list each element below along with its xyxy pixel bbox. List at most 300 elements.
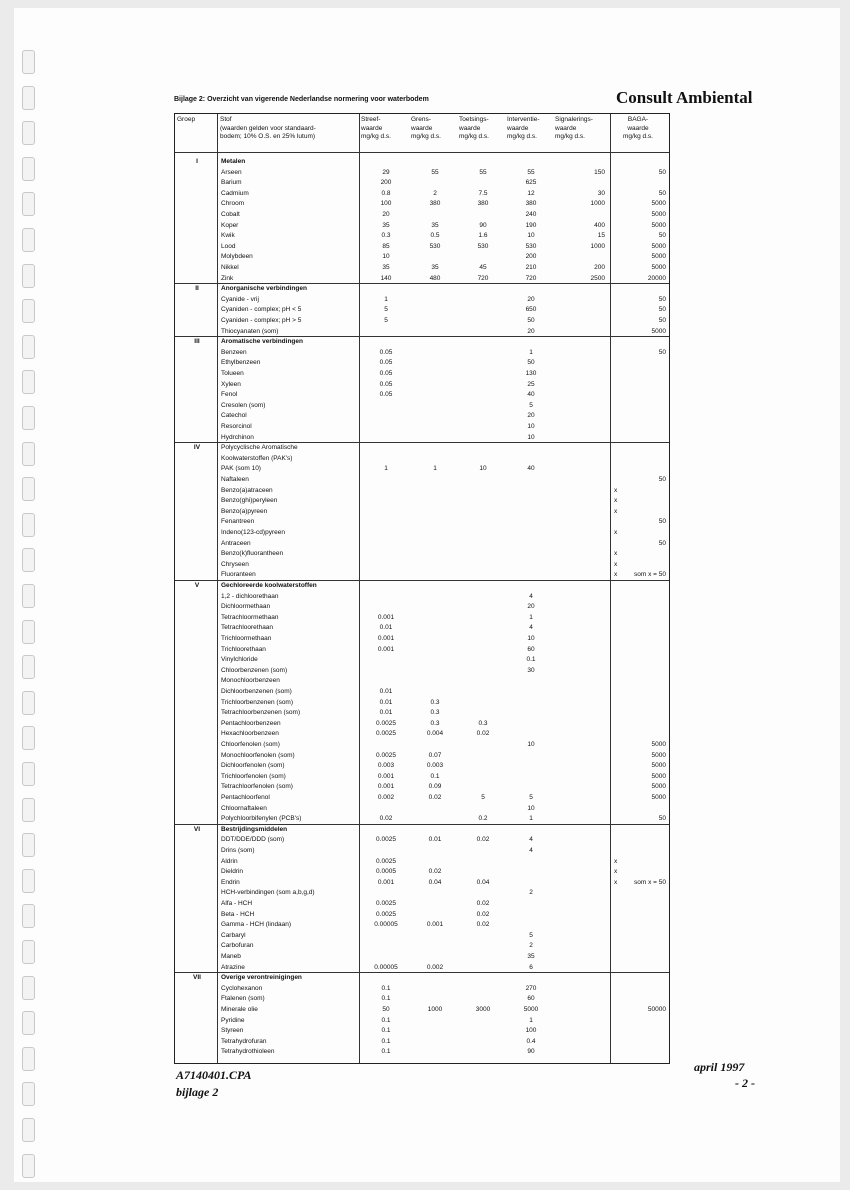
baga-value: som x = 50 [634,571,666,579]
baga-value: 50 [658,476,666,483]
streefwaarde-value: 0.001 [377,878,395,886]
toetsingswaarde-value: 0.3 [478,719,488,727]
binder-hole [22,335,35,359]
toetsingswaarde-value: 5 [481,794,485,801]
streefwaarde-value: 0.0025 [376,719,396,727]
interventiewaarde-value: 10 [527,635,535,642]
streefwaarde-value: 0.00005 [374,963,398,971]
interventiewaarde-value: 10 [527,804,535,812]
substance-name: Ftalenen (som) [221,995,265,1003]
substance-name: Carbaryl [221,931,246,939]
baga-value: 50 [658,317,666,324]
group-heading: Aromatische verbindingen [221,338,303,346]
substance-name: Cresolen (som) [221,401,266,409]
substance-name: Chloorfenolen (som) [221,741,280,748]
substance-name: Fenol [221,391,238,399]
substance-name: Monochloorbenzeen [221,677,280,685]
interventiewaarde-value: 10 [527,423,535,430]
interventiewaarde-value: 4 [529,624,533,632]
substance-name: Cyaniden - complex; pH < 5 [221,306,302,314]
binder-hole [22,1118,35,1142]
header-stof: Stof (waarden gelden voor standaard- bodem; 10% O.S. en 25% lutum) [220,116,316,140]
group-number: II [195,285,199,293]
group-heading: Bestrijdingsmiddelen [221,825,288,833]
streefwaarde-value: 20 [382,211,390,218]
toetsingswaarde-value: 0.04 [476,878,490,886]
toetsingswaarde-value: 530 [477,242,489,250]
streefwaarde-value: 0.001 [377,635,395,642]
interventiewaarde-value: 55 [527,168,535,176]
streefwaarde-value: 0.8 [381,189,391,197]
substance-name: Cobalt [221,211,240,218]
substance-name: Tetrachloorbenzenen (som) [221,709,301,717]
binder-hole [22,299,35,323]
baga-value: 5000 [651,794,666,801]
substance-name: HCH-verbindingen (som a,b,g,d) [221,889,315,897]
grenswaarde-value: 0.09 [428,783,442,791]
substance-name: Benzo(a)pyreen [221,507,268,515]
binder-hole [22,477,35,501]
interventiewaarde-value: 650 [525,306,537,314]
interventiewaarde-value: 12 [527,189,535,197]
substance-name: Benzo(ghi)peryleen [221,497,278,505]
streefwaarde-value: 0.05 [379,391,393,399]
substance-name: Kwik [221,232,235,240]
group-divider [175,580,669,581]
substance-name: Trichloorbenzenen (som) [221,698,294,706]
substance-name: Cyaniden - complex; pH > 5 [221,317,302,324]
binder-hole [22,1154,35,1178]
substance-name: Tetrahydrothioleen [221,1048,275,1056]
interventiewaarde-value: 25 [527,380,535,388]
group-number: VII [193,974,201,982]
substance-name: Chroom [221,200,245,208]
baga-x-marker: x [614,497,618,505]
toetsingswaarde-value: 0.02 [476,910,490,918]
baga-value: 5000 [651,264,666,271]
interventiewaarde-value: 190 [525,221,537,229]
baga-value: 5000 [651,783,666,791]
grenswaarde-value: 0.3 [430,698,440,706]
footer-date: april 1997 [694,1060,745,1074]
binder-hole [22,976,35,1000]
interventiewaarde-value: 100 [525,1027,537,1035]
interventiewaarde-value: 5 [529,794,533,801]
substance-name: Chryseen [221,560,249,568]
substance-name: Molybdeen [221,253,253,261]
interventiewaarde-value: 60 [527,645,535,653]
interventiewaarde-value: 1 [529,815,533,823]
interventiewaarde-value: 2 [529,942,533,950]
substance-name: Vinylchloride [221,656,258,664]
streefwaarde-value: 0.05 [379,359,393,367]
grenswaarde-value: 1 [433,465,437,473]
group-number: V [194,582,200,589]
substance-name: Indeno(123-cd)pyreen [221,529,285,536]
company-name: Consult Ambiental [616,88,753,107]
header-signaleringswaarde: Signalerings- waarde mg/kg d.s. [555,116,593,140]
interventiewaarde-value: 1 [529,613,533,621]
streefwaarde-value: 100 [380,200,392,208]
header-divider [175,152,669,153]
substance-name: Dichloorfenolen (som) [221,762,285,770]
substance-name: Antraceen [221,539,251,547]
grenswaarde-value: 0.07 [428,751,442,759]
streefwaarde-value: 0.01 [379,688,393,695]
streefwaarde-value: 200 [380,179,392,187]
substance-name: Alfa - HCH [221,900,253,907]
substance-name: DDT/DDE/DDD (som) [221,836,285,844]
baga-value: 50 [658,306,666,314]
streefwaarde-value: 5 [384,306,388,314]
interventiewaarde-value: 240 [525,211,537,218]
substance-name: Polychloorbifenylen (PCB's) [221,815,302,823]
substance-name: Pentachloorfenol [221,794,270,801]
streefwaarde-value: 0.1 [381,1016,391,1024]
baga-value: 50000 [647,1006,666,1013]
binder-holes [22,20,36,1180]
streefwaarde-value: 0.05 [379,348,393,356]
interventiewaarde-value: 1 [529,1016,533,1024]
group-divider [175,283,669,284]
signaleringswaarde-value: 30 [597,189,605,197]
baga-value: 5000 [651,327,666,335]
substance-name: Resorcinol [221,423,252,430]
toetsingswaarde-value: 0.2 [478,815,488,823]
substance-name: Dichloormethaan [221,603,271,611]
substance-name: Xyleen [221,380,241,388]
signaleringswaarde-value: 2500 [590,274,605,282]
streefwaarde-value: 0.1 [381,995,391,1003]
baga-x-marker: x [614,868,618,876]
signaleringswaarde-value: 1000 [590,200,605,208]
grenswaarde-value: 0.003 [426,762,444,770]
toetsingswaarde-value: 55 [479,168,487,176]
substance-name: Tetrachloormethaan [221,613,279,621]
baga-value: 5000 [651,741,666,748]
substance-name: Drins (som) [221,847,255,854]
baga-x-marker: x [614,529,618,536]
binder-hole [22,228,35,252]
substance-name: Pentachloorbenzeen [221,719,281,727]
binder-hole [22,655,35,679]
group-heading: Metalen [221,158,246,165]
streefwaarde-value: 1 [384,465,388,473]
grenswaarde-value: 0.1 [430,772,440,780]
interventiewaarde-value: 35 [527,953,535,960]
substance-name: Benzo(k)fluorantheen [221,550,284,558]
substance-name: Cadmium [221,189,249,197]
baga-value: 5000 [651,751,666,759]
streefwaarde-value: 0.01 [379,624,393,632]
toetsingswaarde-value: 0.02 [476,730,490,738]
interventiewaarde-value: 380 [525,200,537,208]
binder-hole [22,584,35,608]
substance-name: PAK (som 10) [221,465,261,473]
streefwaarde-value: 0.0025 [376,751,396,759]
header-streefwaarde: Streef- waarde mg/kg d.s. [361,116,391,140]
interventiewaarde-value: 60 [527,995,535,1003]
interventiewaarde-value: 130 [525,370,537,377]
toetsingswaarde-value: 720 [477,274,489,282]
baga-x-marker: x [614,550,618,558]
substance-name: Aldrin [221,857,238,865]
binder-hole [22,833,35,857]
streefwaarde-value: 0.0025 [376,910,396,918]
baga-value: 50 [658,815,666,823]
interventiewaarde-value: 4 [529,592,533,600]
interventiewaarde-value: 50 [527,359,535,367]
toetsingswaarde-value: 90 [479,221,487,229]
signaleringswaarde-value: 15 [597,232,605,240]
grenswaarde-value: 0.02 [428,868,442,876]
streefwaarde-value: 29 [382,168,390,176]
signaleringswaarde-value: 400 [594,221,605,229]
binder-hole [22,50,35,74]
toetsingswaarde-value: 10 [479,465,487,473]
baga-value: 5000 [651,221,666,229]
toetsingswaarde-value: 0.02 [476,900,490,907]
baga-value: 5000 [651,200,666,208]
binder-hole [22,192,35,216]
streefwaarde-value: 140 [380,274,392,282]
substance-name: Arseen [221,168,242,176]
substance-name: Beta - HCH [221,910,255,918]
streefwaarde-value: 0.0025 [376,857,396,865]
streefwaarde-value: 0.1 [381,1027,391,1035]
toetsingswaarde-value: 0.02 [476,836,490,844]
binder-hole [22,1047,35,1071]
interventiewaarde-value: 10 [527,433,535,441]
streefwaarde-value: 35 [382,264,390,271]
binder-hole [22,726,35,750]
baga-value: 50 [658,232,666,240]
streefwaarde-value: 5 [384,317,388,324]
binder-hole [22,406,35,430]
substance-name: Carbofuran [221,942,254,950]
group-number: IV [193,444,201,452]
header-baga: BAGA- waarde mg/kg d.s. [623,116,653,140]
streefwaarde-value: 0.02 [379,815,393,823]
substance-name: Naftaleen [221,476,249,483]
streefwaarde-value: 0.1 [381,1048,391,1056]
interventiewaarde-value: 20 [527,412,535,420]
group-number: I [196,158,198,165]
substance-name: Fenantreen [221,518,255,526]
group-number: III [194,338,200,346]
interventiewaarde-value: 20 [527,603,535,611]
substance-name: Koolwaterstoffen (PAK's) [221,454,293,462]
binder-hole [22,1011,35,1035]
streefwaarde-value: 0.003 [377,762,395,770]
substance-name: Tetrachloorethaan [221,624,274,632]
binder-hole [22,798,35,822]
grenswaarde-value: 0.002 [426,963,444,971]
toetsingswaarde-value: 380 [477,200,489,208]
substance-name: Endrin [221,878,240,886]
streefwaarde-value: 50 [382,1006,390,1013]
grenswaarde-value: 0.3 [430,709,440,717]
header-groep: Groep [177,116,196,123]
binder-hole [22,620,35,644]
substance-name: Thiocyanaten (som) [221,327,279,335]
interventiewaarde-value: 200 [525,253,537,261]
substance-name: Dieldrin [221,868,244,876]
signaleringswaarde-value: 1000 [590,242,605,250]
grenswaarde-value: 530 [429,242,441,250]
binder-hole [22,548,35,572]
column-divider [610,114,611,1063]
toetsingswaarde-value: 45 [479,264,487,271]
toetsingswaarde-value: 3000 [475,1006,491,1013]
baga-x-marker: x [614,857,618,865]
interventiewaarde-value: 0.1 [526,656,536,664]
substance-name: Catechol [221,412,247,420]
interventiewaarde-value: 720 [525,274,537,282]
grenswaarde-value: 0.001 [426,921,444,929]
interventiewaarde-value: 270 [525,984,537,992]
streefwaarde-value: 0.0025 [376,900,396,907]
substance-name: Chloorbenzenen (som) [221,666,288,674]
baga-value: 50 [658,539,666,547]
baga-value: som x = 50 [634,878,666,886]
toetsingswaarde-value: 0.02 [476,921,490,929]
interventiewaarde-value: 2 [529,889,533,897]
signaleringswaarde-value: 200 [594,264,605,271]
toetsingswaarde-value: 1.6 [478,232,488,240]
substance-name: Chloornaftaleen [221,804,267,812]
footer-file-code: A7140401.CPA [176,1068,252,1082]
baga-value: 5000 [651,242,666,250]
substance-name: Nikkel [221,264,239,271]
baga-x-marker: x [614,571,618,579]
substance-name: Zink [221,274,234,282]
interventiewaarde-value: 6 [529,963,533,971]
substance-name: Trichloorfenolen (som) [221,772,286,780]
substance-name: Minerale olie [221,1006,258,1013]
group-heading: Overige verontreinigingen [221,974,302,982]
substance-name: Atrazine [221,963,245,971]
streefwaarde-value: 0.001 [377,613,395,621]
footer-bijlage: bijlage 2 [176,1085,219,1099]
binder-hole [22,691,35,715]
grenswaarde-value: 2 [433,189,437,197]
interventiewaarde-value: 0.4 [526,1037,536,1045]
grenswaarde-value: 35 [431,264,439,271]
interventiewaarde-value: 530 [525,242,537,250]
substance-name: Styreen [221,1027,244,1035]
baga-value: 5000 [651,253,666,261]
grenswaarde-value: 0.01 [428,836,442,844]
grenswaarde-value: 55 [431,168,439,176]
document-title: Bijlage 2: Overzicht van vigerende Nederlandse normering voor waterbodem [174,96,429,103]
streefwaarde-value: 0.0005 [376,868,396,876]
footer-page-number: - 2 - [735,1076,755,1090]
streefwaarde-value: 0.1 [381,1037,391,1045]
interventiewaarde-value: 1 [529,348,533,356]
baga-x-marker: x [614,878,618,886]
group-number: VI [193,825,201,833]
interventiewaarde-value: 40 [527,465,535,473]
interventiewaarde-value: 20 [527,327,535,335]
interventiewaarde-value: 40 [527,391,535,399]
grenswaarde-value: 35 [431,221,439,229]
binder-hole [22,904,35,928]
streefwaarde-value: 35 [382,221,390,229]
baga-value: 50 [658,348,666,356]
substance-name: Polycyclische Aromatische [221,444,298,452]
streefwaarde-value: 0.01 [379,698,393,706]
group-divider [175,972,669,973]
grenswaarde-value: 0.004 [426,730,444,738]
streefwaarde-value: 0.001 [377,783,395,791]
binder-hole [22,940,35,964]
interventiewaarde-value: 50 [527,317,535,324]
streefwaarde-value: 1 [384,295,388,303]
substance-name: Tolueen [221,370,244,377]
group-divider [175,442,669,443]
substance-name: Dichloorbenzenen (som) [221,688,292,695]
interventiewaarde-value: 90 [527,1048,535,1056]
substance-name: Fluoranteen [221,571,256,579]
grenswaarde-value: 1000 [427,1006,443,1013]
substance-name: Hexachloorbenzeen [221,730,279,738]
binder-hole [22,157,35,181]
group-heading: Anorganische verbindingen [221,285,307,293]
streefwaarde-value: 0.1 [381,984,391,992]
substance-name: Trichloorethaan [221,645,266,653]
header-grenswaarde: Grens- waarde mg/kg d.s. [411,116,441,140]
interventiewaarde-value: 20 [527,295,535,303]
substance-name: Benzeen [221,348,247,356]
column-divider [217,114,218,1063]
grenswaarde-value: 480 [429,274,441,282]
grenswaarde-value: 0.3 [430,719,440,727]
binder-hole [22,1082,35,1106]
header-toetsingswaarde: Toetsings- waarde mg/kg d.s. [459,116,489,140]
baga-x-marker: x [614,486,618,494]
substance-name: Hydrchinon [221,433,254,441]
binder-hole [22,370,35,394]
interventiewaarde-value: 5000 [523,1006,539,1013]
substance-name: Barium [221,179,242,187]
standards-table [174,113,670,1064]
substance-name: Benzo(a)atraceen [221,486,273,494]
interventiewaarde-value: 4 [529,847,533,854]
group-heading: Gechloreerde koolwaterstoffen [221,582,317,589]
binder-hole [22,513,35,537]
streefwaarde-value: 0.00005 [374,921,398,929]
baga-value: 20000 [647,274,666,282]
interventiewaarde-value: 5 [529,401,533,409]
streefwaarde-value: 0.001 [377,772,395,780]
interventiewaarde-value: 10 [527,741,535,748]
baga-value: 50 [658,518,666,526]
binder-hole [22,86,35,110]
binder-hole [22,442,35,466]
streefwaarde-value: 0.05 [379,380,393,388]
binder-hole [22,264,35,288]
baga-value: 50 [658,168,666,176]
streefwaarde-value: 0.3 [381,232,391,240]
streefwaarde-value: 0.0025 [376,836,396,844]
streefwaarde-value: 10 [382,253,390,261]
streefwaarde-value: 85 [382,242,390,250]
binder-hole [22,762,35,786]
baga-value: 50 [658,295,666,303]
signaleringswaarde-value: 150 [594,168,605,176]
interventiewaarde-value: 5 [529,931,533,939]
